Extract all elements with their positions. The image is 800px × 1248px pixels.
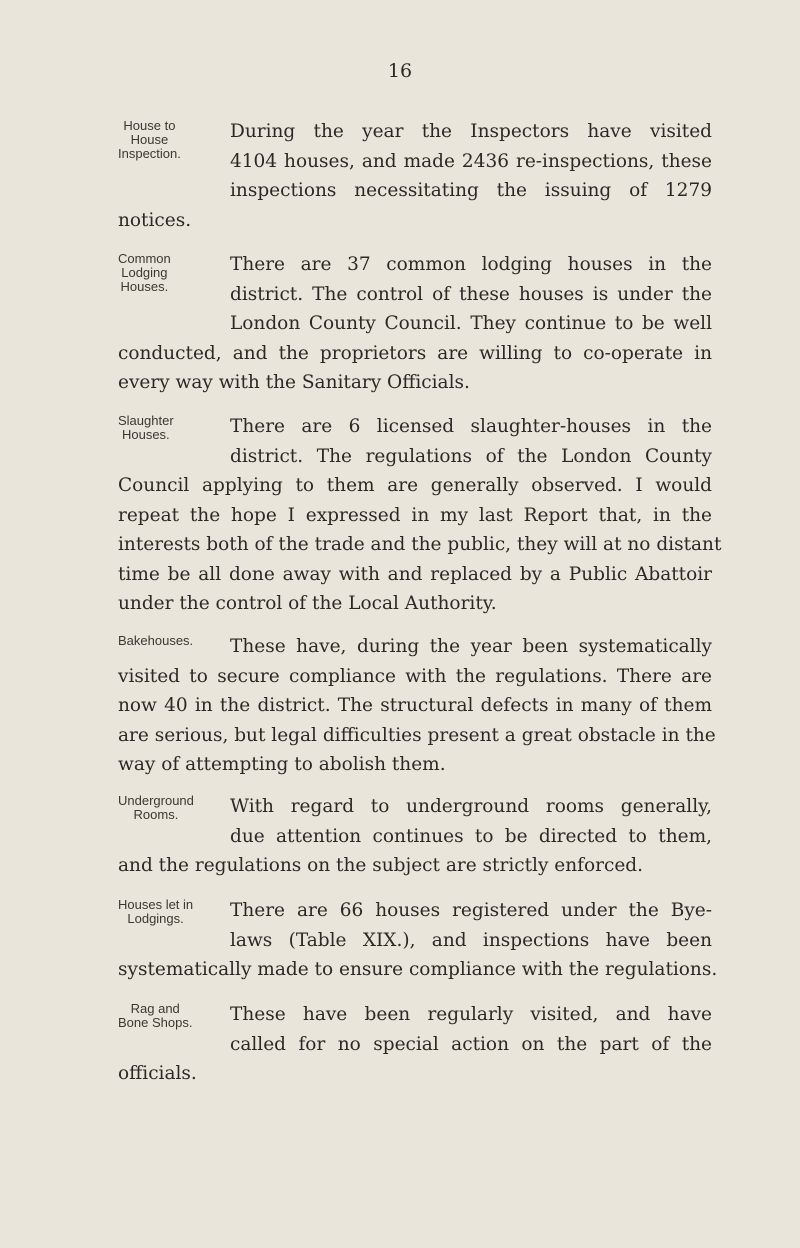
text-line: These have, during the year been systematically [230,636,712,657]
sidenote-bakehouses: Bakehouses. [118,633,194,648]
section-house-inspection [118,117,712,235]
sidenote-underground-rooms: Underground Rooms. [118,793,194,822]
text-line: There are 37 common lodging houses in the [230,254,712,275]
text-line: These have been regularly visited, and have [230,1004,712,1025]
text-line: officials. [118,1063,197,1084]
text-line: under the control of the Local Authority. [118,593,497,614]
page-number: 16 [387,60,413,82]
text-line: conducted, and the proprietors are willing to co-operate in [118,342,712,364]
text-line: repeat the hope I expressed in my last Report that, in the [118,504,712,526]
text-line: notices. [118,209,192,231]
text-line: 4104 houses, and made 2436 re-inspections, these [230,150,712,172]
text-line: visited to secure compliance with the regulations. There are [118,665,712,687]
section-bakehouses [118,632,716,780]
text-line: Council applying to them are generally observed. I would [118,475,712,496]
text-line: During the year the Inspectors have visited [230,121,712,142]
text-line: London County Council. They continue to be well [230,313,712,334]
section-slaughter-houses [118,412,722,619]
text-line: district. The control of these houses is under the [230,283,712,305]
text-line: now 40 in the district. The structural defects in many of them [118,695,712,716]
text-line: are serious, but legal difficulties present a great obstacle in the [118,724,716,746]
text-line: systematically made to ensure compliance with the regulations. [118,959,718,980]
section-common-lodging-houses [118,250,712,398]
sidenote-slaughter-houses: Slaughter Houses. [118,413,174,442]
text-line: interests both of the trade and the public, they will at no distant [118,534,722,555]
sidenote-house-inspection: House to House Inspection. [118,118,181,161]
text-line: way of attempting to abolish them. [118,754,446,775]
sidenote-common-lodging-houses: Common Lodging Houses. [118,251,171,294]
text-line: district. The regulations of the London County [230,445,712,467]
text-line: due attention continues to be directed to them, [230,825,712,847]
text-line: inspections necessitating the issuing of 1279 [230,180,712,201]
section-rag-and-bone-shops [118,1000,712,1089]
text-line: laws (Table XIX.), and inspections have been [230,929,712,951]
text-line: every way with the Sanitary Officials. [118,372,470,393]
section-houses-let-in-lodgings [118,896,718,985]
text-line: called for no special action on the part of the [230,1033,712,1055]
text-line: There are 6 licensed slaughter-houses in the [230,416,712,437]
section-underground-rooms [118,792,712,881]
sidenote-rag-and-bone-shops: Rag and Bone Shops. [118,1001,193,1030]
sidenote-houses-let-in-lodgings: Houses let in Lodgings. [118,897,194,926]
text-line: There are 66 houses registered under the Bye- [230,900,712,921]
text-line: and the regulations on the subject are strictly enforced. [118,855,644,876]
text-line: With regard to underground rooms generally, [230,796,712,817]
text-line: time be all done away with and replaced by a Public Abattoir [118,563,712,585]
